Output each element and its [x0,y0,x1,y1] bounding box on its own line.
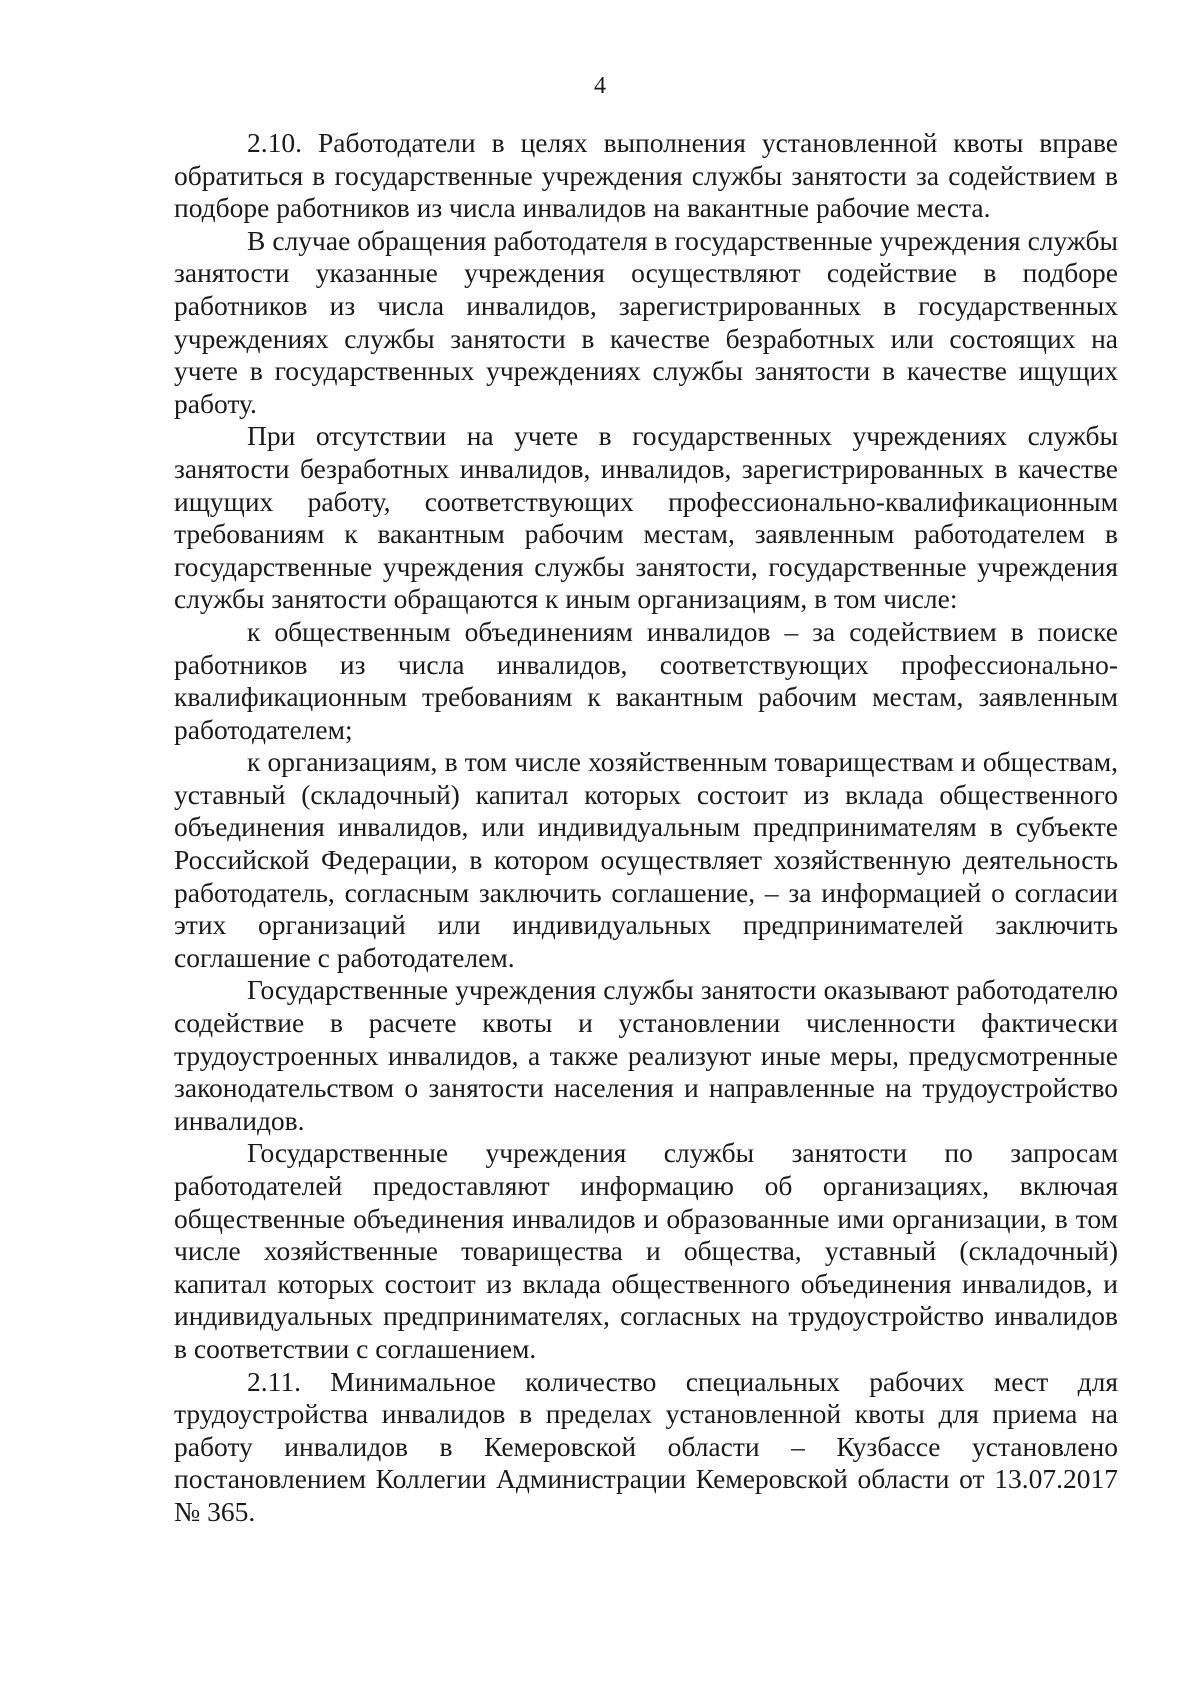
paragraph-information-provision: Государственные учреждения службы занятости по запросам работодателей предоставляют информацию об организациях, включая общественные объединения инвалидов и образованные ими организации, в том числе хозяйственные товарищества и общества, уставный (складочный) капитал которых состоит из вклада общественного объединения инвалидов, и индивидуальных предпринимателях, согласных на трудоустройство инвалидов в соответствии с соглашением. [174,1137,1118,1364]
paragraph-organizations: к организациям, в том числе хозяйственным товариществам и обществам, уставный (складочный) капитал которых состоит из вклада общественного объединения инвалидов, или индивидуальным предпринимателям в субъекте Российской Федерации, в котором осуществляет хозяйственную деятельность работодатель, согласным заключить соглашение, – за информацией о согласии этих организаций или индивидуальных предпринимателей заключить соглашение с работодателем. [174,746,1118,973]
paragraph-2-10: 2.10. Работодатели в целях выполнения установленной квоты вправе обратиться в государственные учреждения службы занятости за содействием в подборе работников из числа инвалидов на вакантные рабочие места. [174,127,1118,224]
document-body [174,127,1118,1529]
paragraph-no-registered-candidates: При отсутствии на учете в государственных учреждениях службы занятости безработных инвалидов, инвалидов, зарегистрированных в качестве ищущих работу, соответствующих профессионально-квалификационным требованиям к вакантным рабочим местам, заявленным работодателем в государственные учреждения службы занятости, государственные учреждения службы занятости обращаются к иным организациям, в том числе: [174,420,1118,615]
paragraph-employer-request: В случае обращения работодателя в государственные учреждения службы занятости указанные учреждения осуществляют содействие в подборе работников из числа инвалидов, зарегистрированных в государственных учреждениях службы занятости в качестве безработных или состоящих на учете в государственных учреждениях службы занятости в качестве ищущих работу. [174,224,1118,419]
paragraph-public-associations: к общественным объединениям инвалидов – за содействием в поиске работников из числа инвалидов, соответствующих профессионально-квалификационным требованиям к вакантным рабочим местам, заявленным работодателем; [174,615,1118,745]
paragraph-quota-assistance: Государственные учреждения службы занятости оказывают работодателю содействие в расчете квоты и установлении численности фактически трудоустроенных инвалидов, а также реализуют иные меры, предусмотренные законодательством о занятости населения и направленные на трудоустройство инвалидов. [174,974,1118,1136]
page-number: 4 [594,73,606,99]
paragraph-2-11: 2.11. Минимальное количество специальных рабочих мест для трудоустройства инвалидов в пределах установленной квоты для приема на работу инвалидов в Кемеровской области – Кузбассе установлено постановлением Коллегии Администрации Кемеровской области от 13.07.2017 № 365. [174,1365,1118,1527]
